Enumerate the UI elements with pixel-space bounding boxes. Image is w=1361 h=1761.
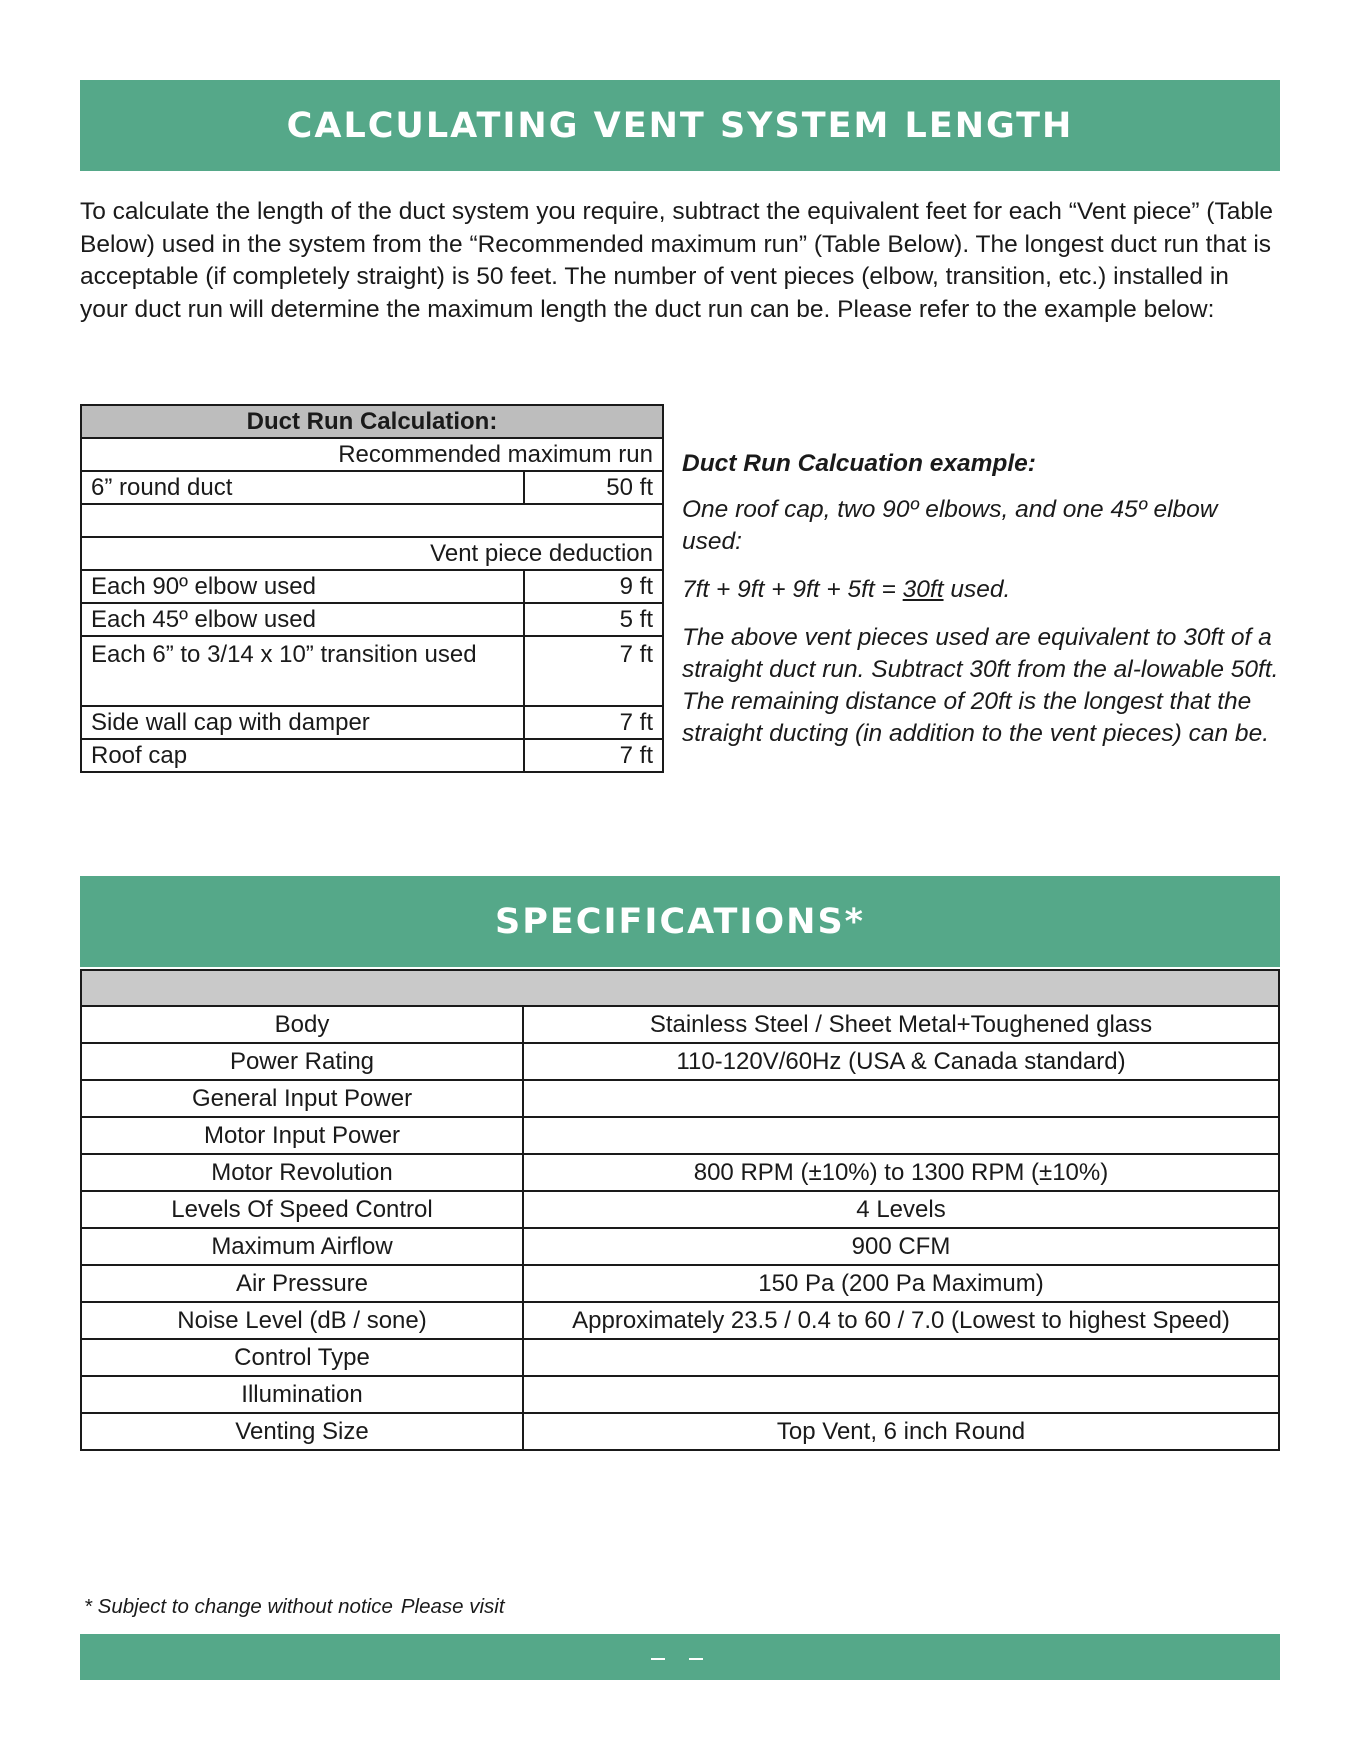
spec-value: 900 CFM — [523, 1228, 1279, 1265]
spec-label: General Input Power — [81, 1080, 523, 1117]
table-row — [81, 1080, 1279, 1117]
table-row — [81, 1413, 1279, 1450]
table-row — [81, 1302, 1279, 1339]
spec-value: 150 Pa (200 Pa Maximum) — [523, 1265, 1279, 1302]
table-row — [81, 1006, 1279, 1043]
deduction-label: Each 90º elbow used — [81, 570, 524, 603]
spec-label: Motor Input Power — [81, 1117, 523, 1154]
spec-value: 110-120V/60Hz (USA & Canada standard) — [523, 1043, 1279, 1080]
deduction-value: 7 ft — [524, 739, 663, 772]
equation-suffix: used. — [943, 576, 1011, 603]
spec-label: Venting Size — [81, 1413, 523, 1450]
deduction-label: Each 45º elbow used — [81, 603, 524, 636]
spec-label: Control Type — [81, 1339, 523, 1376]
example-title: Duct Run Calcuation example: — [682, 450, 1036, 477]
recommended-max-run-label: Recommended maximum run — [81, 438, 663, 471]
table-row — [81, 471, 663, 504]
table-row — [81, 706, 663, 739]
deduction-value: 7 ft — [524, 706, 663, 739]
spec-value: 4 Levels — [523, 1191, 1279, 1228]
equation-prefix: 7ft + 9ft + 9ft + 5ft = — [682, 576, 903, 603]
spec-label: Air Pressure — [81, 1265, 523, 1302]
spec-value — [523, 1376, 1279, 1413]
spec-label: Levels Of Speed Control — [81, 1191, 523, 1228]
footnote-notice: * Subject to change without notice — [84, 1595, 393, 1618]
spec-value: Approximately 23.5 / 0.4 to 60 / 7.0 (Lowest to highest Speed) — [523, 1302, 1279, 1339]
spec-value — [523, 1117, 1279, 1154]
table-row — [81, 1117, 1279, 1154]
round-duct-value: 50 ft — [524, 471, 663, 504]
table-row — [81, 636, 663, 706]
table-row — [81, 1265, 1279, 1302]
deduction-label: Roof cap — [81, 739, 524, 772]
duct-table-header: Duct Run Calculation: — [81, 405, 663, 438]
duct-run-example — [682, 448, 1282, 766]
table-row — [81, 739, 663, 772]
footer-dash — [689, 1658, 703, 1660]
specifications-table — [80, 969, 1280, 1451]
spec-label: Illumination — [81, 1376, 523, 1413]
section-title-vent-length: CALCULATING VENT SYSTEM LENGTH — [80, 80, 1280, 171]
duct-run-table — [80, 404, 664, 773]
example-line-1: One roof cap, two 90º elbows, and one 45º elbow used: — [682, 496, 1218, 555]
table-row — [81, 1228, 1279, 1265]
footnote — [84, 1595, 505, 1619]
deduction-value: 7 ft — [524, 636, 663, 706]
footnote-visit: Please visit — [400, 1595, 505, 1618]
intro-paragraph: To calculate the length of the duct system you require, subtract the equivalent feet for each “Vent piece” (Table Below) used in the system from the “Recommended maximum run” (Table Below). The longest duct run that is acceptable (if completely straight) is 50 feet. The number of vent pieces (elbow, transition, etc.) installed in your duct run will determine the maximum length the duct run can be. Please refer to the example below: — [80, 198, 1274, 323]
spec-label: Motor Revolution — [81, 1154, 523, 1191]
table-row — [81, 603, 663, 636]
table-row — [81, 1339, 1279, 1376]
deduction-value: 5 ft — [524, 603, 663, 636]
footer-dash — [651, 1658, 665, 1660]
spec-value: Stainless Steel / Sheet Metal+Toughened glass — [523, 1006, 1279, 1043]
spec-label: Noise Level (dB / sone) — [81, 1302, 523, 1339]
footer-bar — [80, 1634, 1280, 1680]
empty-row — [81, 504, 663, 537]
vent-piece-deduction-label: Vent piece deduction — [81, 537, 663, 570]
example-explanation: The above vent pieces used are equivalent to 30ft of a straight duct run. Subtract 30ft from the al-lowable 50ft. The remaining distance of 20ft is the longest that the straight ducting (in addition to the vent pieces) can be. — [682, 624, 1279, 747]
spec-value: 800 RPM (±10%) to 1300 RPM (±10%) — [523, 1154, 1279, 1191]
table-row — [81, 1191, 1279, 1228]
round-duct-label: 6” round duct — [81, 471, 524, 504]
spec-value — [523, 1080, 1279, 1117]
table-row — [81, 570, 663, 603]
spec-label: Maximum Airflow — [81, 1228, 523, 1265]
spec-table-header — [81, 970, 1279, 1006]
table-row — [81, 1043, 1279, 1080]
deduction-label: Side wall cap with damper — [81, 706, 524, 739]
deduction-value: 9 ft — [524, 570, 663, 603]
spec-label: Power Rating — [81, 1043, 523, 1080]
example-equation — [682, 574, 1282, 606]
spec-label: Body — [81, 1006, 523, 1043]
deduction-label: Each 6” to 3/14 x 10” transition used — [81, 636, 524, 706]
spec-value — [523, 1339, 1279, 1376]
spec-value: Top Vent, 6 inch Round — [523, 1413, 1279, 1450]
table-row — [81, 1154, 1279, 1191]
equation-total: 30ft — [902, 576, 944, 603]
table-row — [81, 1376, 1279, 1413]
section-title-specifications: SPECIFICATIONS* — [80, 876, 1280, 967]
